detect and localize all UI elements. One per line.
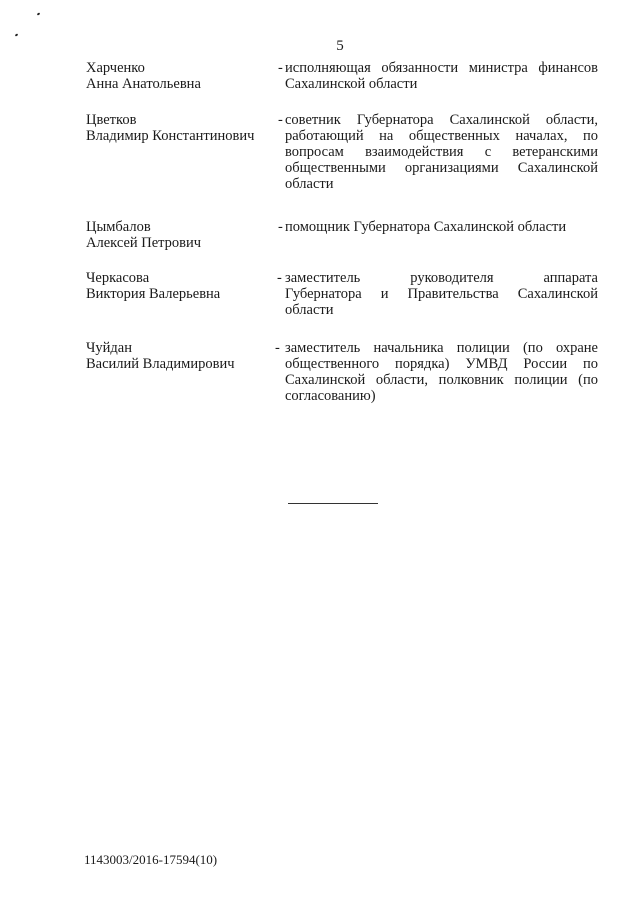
role-description bbox=[285, 60, 598, 92]
role-line: Губернатора и Правительства Сахалинской bbox=[285, 286, 598, 302]
role-description bbox=[285, 112, 598, 192]
surname: Чуйдан bbox=[86, 340, 133, 356]
role-line: общественного порядка) УМВД России по bbox=[285, 356, 598, 372]
role-line: работающий на общественных началах, по bbox=[285, 128, 598, 144]
role-line: Сахалинской области, полковник полиции (по bbox=[285, 372, 598, 388]
given-name: Владимир Константинович bbox=[86, 128, 255, 144]
end-divider bbox=[288, 503, 378, 504]
given-name: Виктория Валерьевна bbox=[86, 286, 221, 302]
person-name bbox=[86, 112, 266, 144]
person-name bbox=[86, 270, 266, 302]
role-line: советник Губернатора Сахалинской области, bbox=[285, 112, 598, 128]
surname: Цымбалов bbox=[86, 219, 151, 235]
surname: Черкасова bbox=[86, 270, 150, 286]
role-line: области bbox=[285, 302, 334, 318]
role-line: исполняющая обязанности министра финансов bbox=[285, 60, 598, 76]
dash-separator: - bbox=[277, 270, 282, 286]
role-line: области bbox=[285, 176, 334, 192]
given-name: Алексей Петрович bbox=[86, 235, 202, 251]
given-name: Василий Владимирович bbox=[86, 356, 235, 372]
person-name bbox=[86, 340, 266, 372]
document-id: 1143003/2016-17594(10) bbox=[84, 852, 218, 867]
surname: Цветков bbox=[86, 112, 137, 128]
ink-speck bbox=[15, 33, 19, 36]
dash-separator: - bbox=[275, 340, 280, 356]
given-name: Анна Анатольевна bbox=[86, 76, 201, 92]
role-description bbox=[285, 219, 598, 235]
role-line: вопросам взаимодействия с ветеранскими bbox=[285, 144, 598, 160]
role-description bbox=[285, 270, 598, 318]
role-line: Сахалинской области bbox=[285, 76, 418, 92]
dash-separator: - bbox=[278, 60, 283, 76]
role-line: помощник Губернатора Сахалинской области bbox=[285, 219, 567, 235]
page-number: 5 bbox=[336, 38, 344, 54]
dash-separator: - bbox=[278, 112, 283, 128]
surname: Харченко bbox=[86, 60, 145, 76]
role-line: согласованию) bbox=[285, 388, 376, 404]
person-name bbox=[86, 60, 266, 92]
role-line: заместитель начальника полиции (по охране bbox=[285, 340, 598, 356]
person-name bbox=[86, 219, 266, 251]
role-description bbox=[285, 340, 598, 404]
ink-speck bbox=[37, 12, 41, 15]
dash-separator: - bbox=[278, 219, 283, 235]
role-line: заместитель руководителя аппарата bbox=[285, 270, 598, 286]
role-line: общественными организациями Сахалинской bbox=[285, 160, 598, 176]
